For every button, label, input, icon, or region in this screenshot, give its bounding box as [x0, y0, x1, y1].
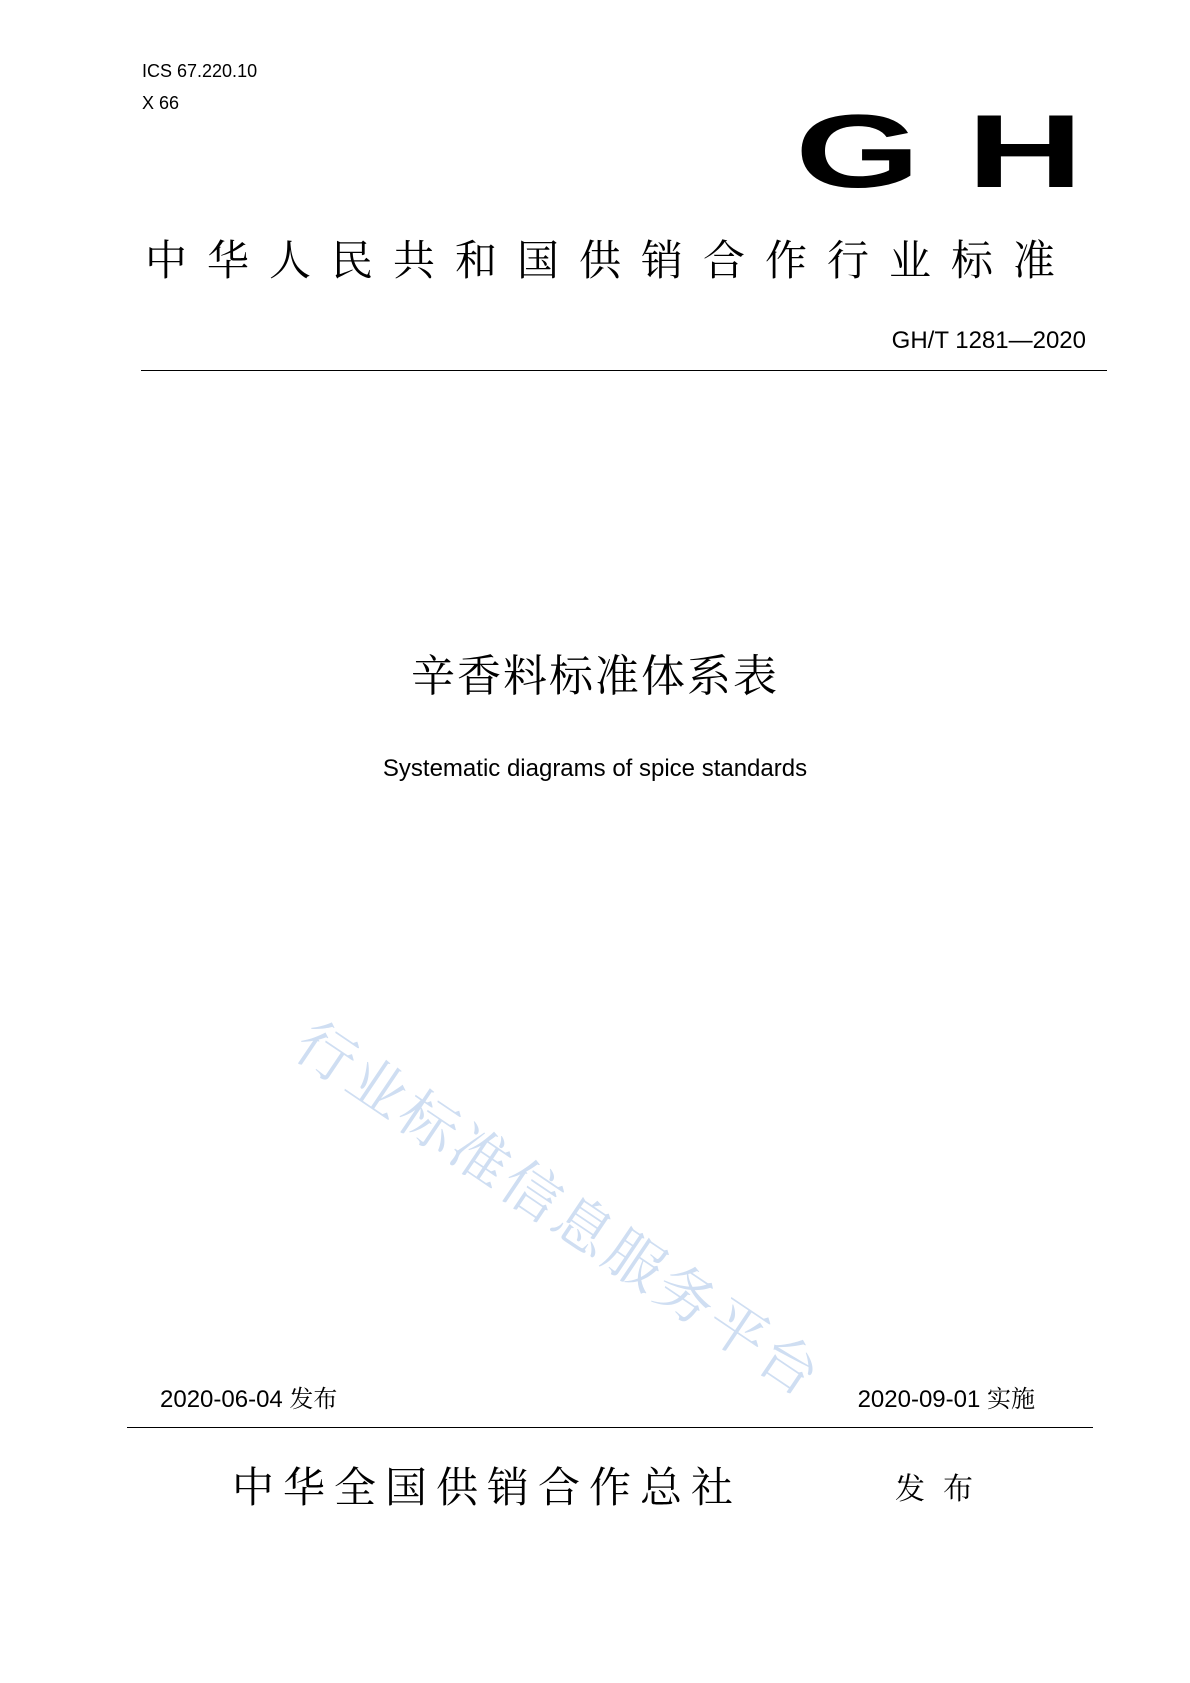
bottom-divider — [127, 1427, 1093, 1428]
publish-date: 2020-06-04 发布 — [160, 1386, 338, 1413]
watermark: 行业标准信息服务平台 — [283, 1008, 836, 1412]
ics-number: ICS 67.220.10 — [142, 61, 258, 81]
publish-label: 发布 — [895, 1472, 991, 1507]
gh-logo: GH — [795, 94, 1130, 210]
implement-date: 2020-09-01 实施 — [857, 1386, 1035, 1413]
classification-code: X 66 — [142, 93, 180, 113]
document-title-cn: 辛香料标准体系表 — [411, 651, 779, 702]
document-title-en: Systematic diagrams of spice standards — [382, 755, 808, 782]
top-divider — [141, 370, 1107, 371]
standard-type-title: 中华人民共和国供销合作行业标准 — [145, 236, 1076, 285]
standard-code: GH/T 1281—2020 — [891, 327, 1086, 354]
publisher-name: 中华全国供销合作总社 — [232, 1463, 743, 1512]
